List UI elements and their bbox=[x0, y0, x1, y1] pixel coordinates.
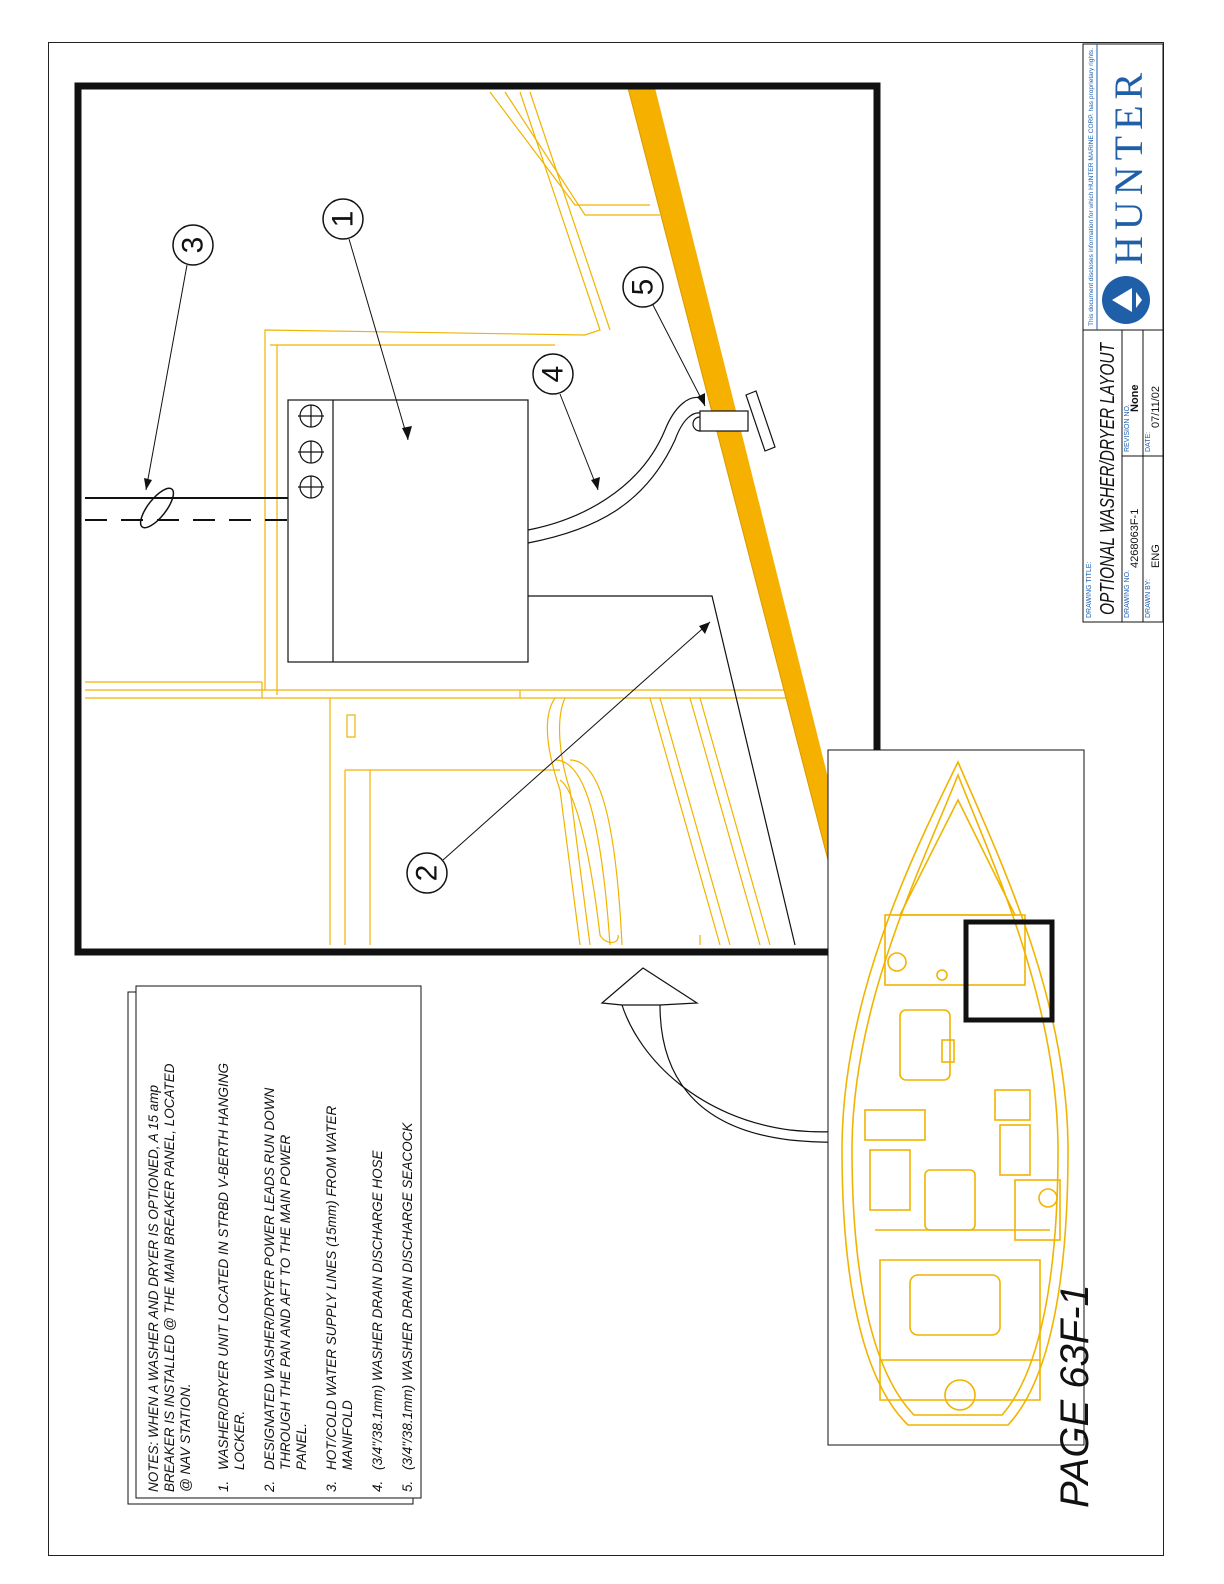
note-3-line-1: HOT/COLD WATER SUPPLY LINES (15mm) FROM WATER bbox=[324, 1105, 339, 1470]
boat-plan-view bbox=[828, 750, 1084, 1445]
title-label: DRAWING TITLE: bbox=[1086, 561, 1093, 618]
detail-view bbox=[78, 86, 877, 952]
note-1-num: 1. bbox=[216, 1480, 231, 1492]
drain-hose bbox=[528, 397, 795, 945]
brand-name: HUNTER bbox=[1106, 66, 1151, 265]
note-3-line-2: MANIFOLD bbox=[340, 1400, 355, 1470]
callout-2 bbox=[407, 622, 710, 893]
note-2-line-2: THROUGH THE PAN AND AFT TO THE MAIN POWER bbox=[278, 1134, 293, 1470]
drawing-title: OPTIONAL WASHER/DRYER LAYOUT bbox=[1097, 262, 1119, 615]
notes-intro-line-2: BREAKER IS INSTALLED @ THE MAIN BREAKER PANEL, LOCATED bbox=[162, 1063, 177, 1492]
notes-panel bbox=[128, 986, 421, 1504]
note-1-line-1: WASHER/DRYER UNIT LOCATED IN STRBD V-BERTH HANGING bbox=[216, 1062, 231, 1470]
note-2-num: 2. bbox=[262, 1480, 277, 1492]
supply-lines-marker bbox=[135, 484, 179, 533]
note-3-num: 3. bbox=[324, 1480, 339, 1492]
drawing-no-label: DRAWING NO. bbox=[1124, 570, 1131, 618]
boat-view-frame bbox=[828, 750, 1084, 1445]
note-2-line-1: DESIGNATED WASHER/DRYER POWER LEADS RUN DOWN bbox=[262, 1087, 277, 1470]
proprietary-notice: This document discloses information for which HUNTER MARINE CORP. has proprietary rights. bbox=[1088, 50, 1095, 326]
note-5-line-1: (3/4"/38.1mm) WASHER DRAIN DISCHARGE SEACOCK bbox=[400, 1122, 415, 1470]
drawn-by-value: ENG bbox=[1150, 544, 1162, 568]
drawing-no: 4268063F-1 bbox=[1129, 508, 1141, 568]
svg-text:4: 4 bbox=[536, 365, 570, 383]
callout-4 bbox=[533, 354, 600, 490]
date-value: 07/11/02 bbox=[1150, 385, 1162, 428]
note-4-num: 4. bbox=[370, 1480, 385, 1492]
svg-text:3: 3 bbox=[176, 236, 210, 254]
revision-label: REVISION NO. bbox=[1124, 404, 1131, 452]
note-2-line-3: PANEL. bbox=[294, 1422, 309, 1470]
svg-text:1: 1 bbox=[326, 210, 360, 228]
hunter-logo-icon bbox=[1102, 276, 1150, 324]
drawn-by-label: DRAWN BY: bbox=[1145, 578, 1152, 618]
title-block bbox=[1083, 44, 1163, 622]
note-5-num: 5. bbox=[400, 1480, 415, 1492]
svg-text:5: 5 bbox=[626, 278, 660, 296]
callout-3 bbox=[144, 225, 213, 490]
revision-value: None bbox=[1129, 384, 1141, 412]
date-label: DATE: bbox=[1145, 431, 1152, 452]
page-label: PAGE 63F-1 bbox=[1053, 1284, 1097, 1508]
note-1-line-2: LOCKER. bbox=[232, 1410, 247, 1470]
note-4-line-1: (3/4"/38.1mm) WASHER DRAIN DISCHARGE HOSE bbox=[370, 1150, 385, 1470]
notes-intro-line-1: NOTES: WHEN A WASHER AND DRYER IS OPTIONED, A 15 amp bbox=[146, 1084, 161, 1492]
svg-text:2: 2 bbox=[410, 864, 444, 882]
notes-intro-line-3: @ NAV STATION. bbox=[178, 1383, 193, 1492]
